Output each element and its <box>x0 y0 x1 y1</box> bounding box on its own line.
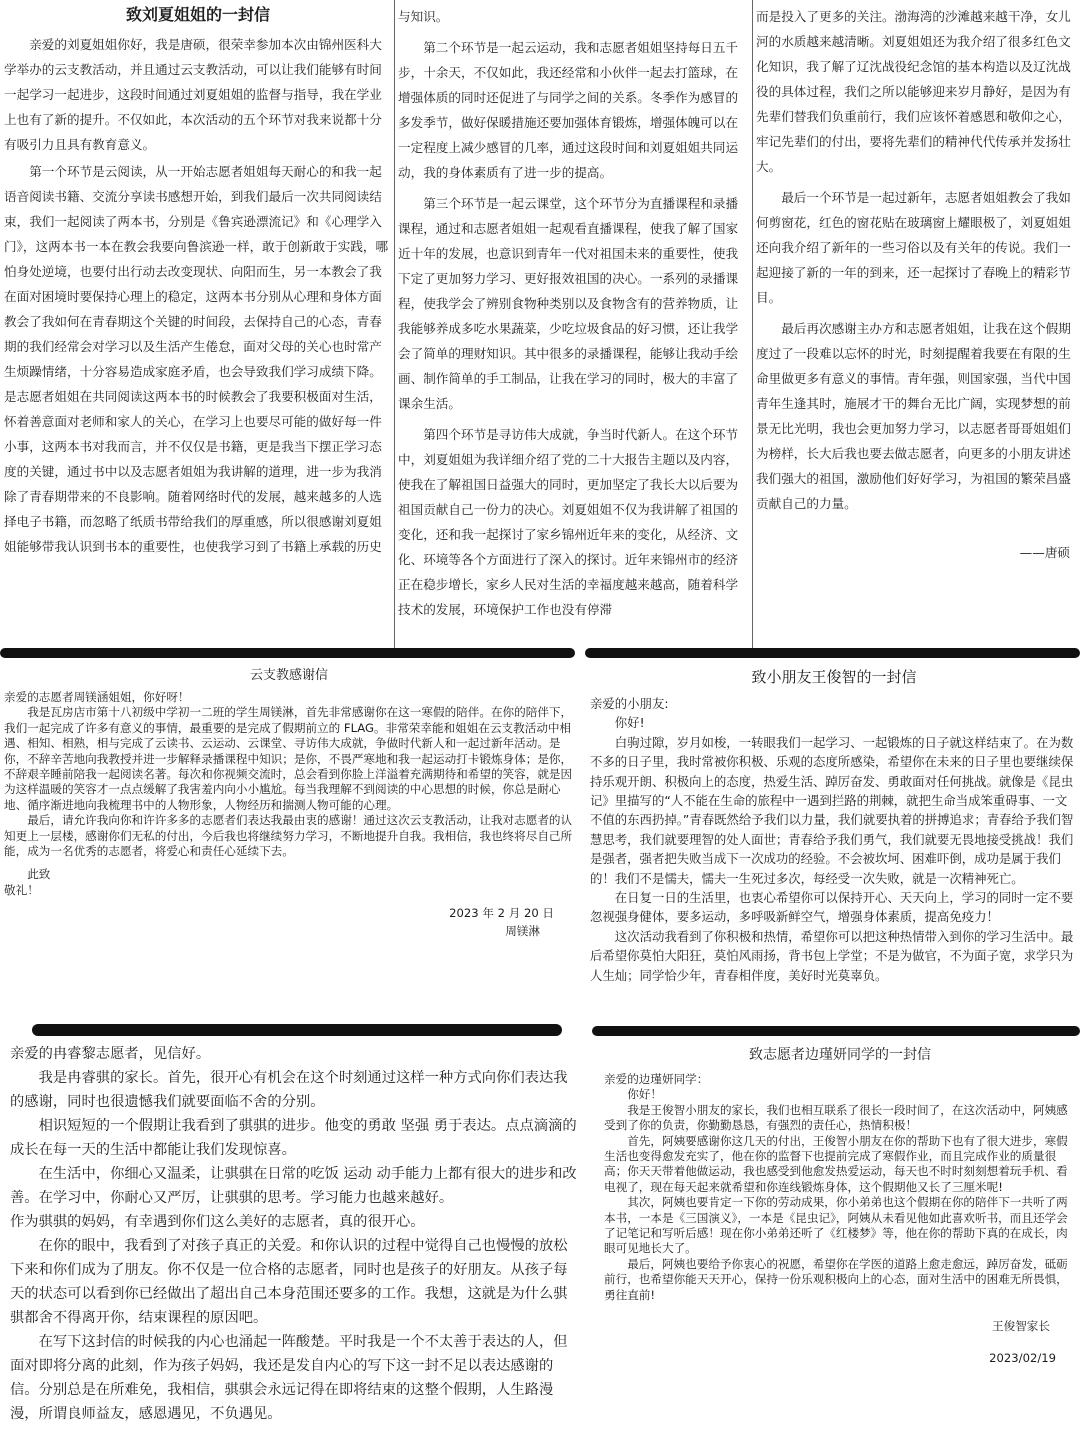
letter5-paragraph: 首先，阿姨要感谢你这几天的付出，王俊智小朋友在你的帮助下也有了很大进步，寒假生活也变得愈发充实了，他在你的监督下也提前完成了寒假作业，而且完成作业的质量很高；你天天带着他做运动，我也感受到他愈发热爱运动，每天也不时时刻刻想着玩手机、看电视了，现在每天起来就希望和你连线锻炼身体，这个假期他又长了三厘米呢! <box>604 1133 1068 1194</box>
section-divider <box>0 648 575 658</box>
letter5-greeting: 你好！ <box>627 1087 662 1102</box>
letter4-paragraph: 相识短短的一个假期让我看到了骐骐的进步。他变的勇敢 坚强 勇于表达。点点滴滴的成长在每一天的生活中都能让我们发现惊喜。 <box>10 1118 577 1158</box>
letter2-closing: 敬礼！ <box>4 882 39 897</box>
letter4-paragraph: 在写下这封信的时候我的内心也涌起一阵酸楚。平时我是一个不太善于表达的人，但面对即将分离的此刻，作为孩子妈妈，我还是发自内心的写下这一封不足以表达感谢的信。分别总是在所难免，我相信，骐骐会永远记得在即将结束的这整个假期，人生路漫漫，所谓良师益友，感恩遇见，不负遇见。 <box>10 1334 568 1422</box>
letter1-title: 致刘夏姐姐的一封信 <box>125 5 270 24</box>
letter4-paragraph: 我是冉睿骐的家长。首先，很开心有机会在这个时刻通过这样一种方式向你们表达我的感谢，同时也很遗憾我们就要面临不舍的分别。 <box>10 1070 568 1110</box>
letter1-paragraph: 第一个环节是云阅读，从一开始志愿者姐姐每天耐心的和我一起语音阅读书籍、交流分享读书感想开始，到我们最后一次共同阅读结束，我们一起阅读了两本书，分别是《鲁宾逊漂流记》和《心理学入门》，这两本书一本在教会我要向鲁滨逊一样，敢于创新敢于实践，哪怕身处逆境，也要付出行动去改变现状、向阳而生，另一本教会了我在面对困境时要保持心理上的稳定，这两本书分别从心理和身体方面教会了我如何在青春期这个关键的时间段，去保持自己的心态，青春期的我们经常会对学习以及生活产生倦怠，面对父母的关心也时常产生烦躁情绪，十分容易造成家庭矛盾，也会导致我们学习成绩下降。是志愿者姐姐在共同阅读这两本书的时候教会了我要积极面对生活，怀着善意面对老师和家人的关心，在学习上也要尽可能的做好每一件小事，这两本书对我而言，并不仅仅是书籍，更是我当下摆正学习态度的关键，通过书中以及志愿者姐姐为我讲解的道理，进一步为我消除了青春期带来的不良影响。随着网络时代的发展，越来越多的人选择电子书籍，而忽略了纸质书带给我们的厚重感，所以很感谢刘夏姐姐能够带我认识到书本的重要性，也使我学习到了书籍上承载的历史 <box>4 164 389 554</box>
section-divider <box>32 1024 562 1036</box>
letter1-paragraph: 亲爱的刘夏姐姐你好，我是唐硕，很荣幸参加本次由锦州医科大学举办的云支教活动，并且通过云支教活动，可以让我们能够有时间一起学习一起进步，这段时间通过刘夏姐姐的监督与指导，我在学业上也有了新的提升。不仅如此，本次活动的五个环节对我来说都十分有吸引力且具有教育意义。 <box>4 37 382 152</box>
letter4-paragraph: 在你的眼中，我看到了对孩子真正的关爱。和你认识的过程中觉得自己也慢慢的放松下来和你们成为了朋友。你不仅是一位合格的志愿者，同时也是孩子的好朋友。从孩子每天的状态可以看到你已经做出了超出自己本身范围还要多的工作。我想，这就是为什么骐骐都舍不得离开你，结束课程的原因吧。 <box>10 1238 568 1326</box>
letter3-title: 致小朋友王俊智的一封信 <box>751 668 917 686</box>
letter1-paragraph: 最后一个环节是一起过新年，志愿者姐姐教会了我如何剪窗花，红色的窗花贴在玻璃窗上耀眼极了，刘夏姐姐还向我介绍了新年的一些习俗以及有关年的传说。我们一起迎接了新的一年的到来，还一起探讨了春晚上的精彩节目。 <box>756 190 1071 305</box>
letter5-salutation: 亲爱的边瑾妍同学： <box>604 1072 709 1086</box>
letter3-paragraph: 白驹过隙，岁月如梭，一转眼我们一起学习、一起锻炼的日子就这样结束了。在为数不多的日子里，我时常被你积极、乐观的态度所感染，希望你在未来的日子里也要继续保持乐观开朗、积极向上的态度，热爱生活、踔厉奋发、勇敢面对任何挑战。就像是《昆虫记》里描写的“人不能在生命的旅程中一遇到拦路的荆棘，就把生命当成笨重碍事、一文不值的东西扔掉。”青春既然给予我们以力量，我们就要执着的拼搏追求；青春给予我们智慧思考，我们就要理智的处人面世；青春给予我们勇气，我们就要无畏地接受挑战！我们是强者，强者把失败当成下一次成功的经验。不会被坎坷、困难吓倒，成功是属于我们的！我们不是懦夫，懦夫一生死过多次，每经受一次失败，就是一次精神死亡。 <box>590 734 1074 886</box>
letter5-title: 致志愿者边瑾妍同学的一封信 <box>749 1047 931 1063</box>
letter3-paragraph: 在日复一日的生活里，也衷心希望你可以保持开心、天天向上，学习的同时一定不要忽视强身健体，要多运动，多呼吸新鲜空气，增强身体素质，提高免疫力！ <box>590 890 1074 925</box>
letter4-paragraph: 在生活中，你细心又温柔，让骐骐在日常的吃饭 运动 动手能力上都有很大的进步和改善。在学习中，你耐心又严厉，让骐骐的思考。学习能力也越来越好。 <box>10 1166 577 1206</box>
letter3-greeting: 你好! <box>614 715 645 731</box>
letter5-panel <box>604 1042 1076 1436</box>
letter1-column-2 <box>398 4 750 650</box>
letter1-paragraph: 最后再次感谢主办方和志愿者姐姐，让我在这个假期度过了一段难以忘怀的时光，时刻提醒着我要在有限的生命里做更多有意义的事情。青年强，则国家强，当代中国青年生逢其时，施展才干的舞台无比广阔，实现梦想的前景无比光明，我也会更加努力学习，以志愿者哥哥姐姐们为榜样，长大后我也要去做志愿者，向更多的小朋友讲述我们强大的祖国，激励他们好好学习，为祖国的繁荣昌盛贡献自己的力量。 <box>756 321 1071 511</box>
letter4-salutation: 亲爱的冉睿黎志愿者，见信好。 <box>10 1046 211 1062</box>
letter2-signature: 周镁淋 <box>505 923 540 938</box>
section-divider <box>592 1026 1080 1036</box>
letter1-paragraph: 第三个环节是一起云课堂，这个环节分为直播课程和录播课程，通过和志愿者姐姐一起观看直播课程，使我了解了国家近十年的发展，也意识到青年一代对祖国未来的重要性，使我下定了更加努力学习、更好报效祖国的决心。一系列的录播课程，使我学会了辨别食物种类别以及食物含有的营养物质，让我能够养成多吃水果蔬菜，少吃垃圾食品的好习惯，还让我学会了简单的理财知识。其中很多的录播课程，能够让我动手绘画、制作简单的手工制品，让我在学习的同时，极大的丰富了课余生活。 <box>398 196 739 411</box>
letter2-paragraph: 最后，请允许我向你和许许多多的志愿者们表达我最由衷的感谢！通过这次云支教活动，让我对志愿者的认知更上一层楼，感谢你们无私的付出，今后我也将继续努力学习，不断地提升自我。我相信，我也终将尽自己所能，成为一名优秀的志愿者，将爱心和责任心延续下去。 <box>4 813 573 859</box>
column-divider <box>394 0 395 650</box>
letter5-signature: 王俊智家长 <box>992 1319 1050 1334</box>
column-divider <box>752 0 753 650</box>
letter1-signature: ——唐硕 <box>1019 545 1070 560</box>
letter3-salutation: 亲爱的小朋友: <box>590 696 669 711</box>
letter4-panel <box>10 1042 580 1436</box>
letter1-panel <box>0 0 1080 650</box>
letter2-closing: 此致 <box>27 867 51 882</box>
letter2-salutation: 亲爱的志愿者周镁涵姐姐，你好呀！ <box>4 690 190 704</box>
letter3-paragraph: 这次活动我看到了你积极和热情，希望你可以把这种热情带入到你的学习生活中。最后希望你莫怕大阳狂，莫怕风雨扬，背书包上学堂；不是为做官，不为面子宽，求学只为人生灿；同学恰少年，青春相伴度，美好时光莫辜负。 <box>590 928 1074 983</box>
letter5-paragraph: 我是王俊智小朋友的家长，我们也相互联系了很长一段时间了，在这次活动中，阿姨感受到了你的负责，你勤勤恳恳，有强烈的责任心，热情积极！ <box>604 1102 1068 1133</box>
letter1-column-1 <box>4 0 392 648</box>
letter1-paragraph: 第二个环节是一起云运动，我和志愿者姐姐坚持每日五千步，十余天，不仅如此，我还经常和小伙伴一起去打篮球，在增强体质的同时还促进了与同学之间的关系。冬季作为感冒的多发季节，做好保暖措施还要加强体育锻炼，增强体魄可以在一定程度上减少感冒的几率，通过这段时间和刘夏姐姐共同运动，我的身体素质有了进一步的提高。 <box>398 40 739 180</box>
section-divider <box>585 648 1080 658</box>
letter1-paragraph: 与知识。 <box>398 9 449 24</box>
letter3-panel <box>590 664 1078 1022</box>
letter2-panel <box>4 662 574 1018</box>
letter2-title: 云支教感谢信 <box>249 668 328 683</box>
letter1-paragraph: 而是投入了更多的关注。渤海湾的沙滩越来越干净，女儿河的水质越来越清晰。刘夏姐姐还为我介绍了很多红色文化知识，我了解了辽沈战役纪念馆的基本构造以及辽沈战役的具体过程，我们之所以能够迎来岁月静好，是因为有先辈们替我们负重前行，我们应该怀着感恩和敬仰之心，牢记先辈们的付出，要将先辈们的精神代代传承并发扬壮大。 <box>756 9 1071 174</box>
letter2-paragraph: 我是瓦房店市第十八初级中学初一二班的学生周镁淋，首先非常感谢你在这一寒假的陪伴。在你的陪伴下，我们一起完成了许多有意义的事情，最重要的是完成了假期前立的 FLAG。非常荣幸能和姐姐在云支教活动中相遇、相知、相熟，相与完成了云读书、云运动、云课堂、寻访伟大成就，争做时代新人和一起过新年活动。是你，不辞辛苦地向我教授并进一步解释录播课程中知识；是你，不畏严寒地和我一起运动打卡锻炼身体；是你，不辞艰辛睡前陪我一起阅读名著。每次和你视频交流时，总会看到你脸上洋溢着充满期待和希望的笑容，就是因为这样温暖的笑容才一点点缓解了我害羞内向小小尴尬。每当我理解不到阅读的中心思想的时候，你总是耐心地、循序渐进地向我梳理书中的人物形象，人物经历和揣测人物可能的心理。 <box>4 705 573 812</box>
letter5-paragraph: 其次，阿姨也要肯定一下你的劳动成果，你小弟弟也这个假期在你的陪伴下一共听了两本书，一本是《三国演义》，一本是《昆虫记》，阿姨从未看见他如此喜欢听书，而且还学会了记笔记和写听后感！现在你小弟弟还听了《红楼梦》等，他在你的帮助下真的在成长，肉眼可见地长大了。 <box>604 1195 1068 1256</box>
letter1-column-3 <box>756 4 1076 650</box>
letter4-paragraph: 作为骐骐的妈妈，有幸遇到你们这么美好的志愿者，真的很开心。 <box>10 1214 425 1230</box>
letter1-paragraph: 第四个环节是寻访伟大成就，争当时代新人。在这个环节中，刘夏姐姐为我详细介绍了党的二十大报告主题以及内容，使我在了解祖国日益强大的同时，更加坚定了我长大以后要为祖国贡献自己一份力的决心。刘夏姐姐不仅为我讲解了祖国的变化，还和我一起探讨了家乡锦州近年来的变化，从经济、文化、环境等各个方面进行了深入的探讨。近年来锦州市的经济正在稳步增长，家乡人民对生活的幸福度越来越高，随着科学技术的发展，环境保护工作也没有停滞 <box>398 427 739 617</box>
letter5-paragraph: 最后，阿姨也要给予你衷心的祝愿，希望你在学医的道路上愈走愈远，踔厉奋发，砥砺前行，也希望你能天天开心，保持一份乐观积极向上的心态，面对生活中的困难无所畏惧，勇往直前! <box>604 1256 1068 1302</box>
letter2-date: 2023 年 2 月 20 日 <box>449 906 554 921</box>
letter5-date: 2023/02/19 <box>989 1350 1056 1365</box>
